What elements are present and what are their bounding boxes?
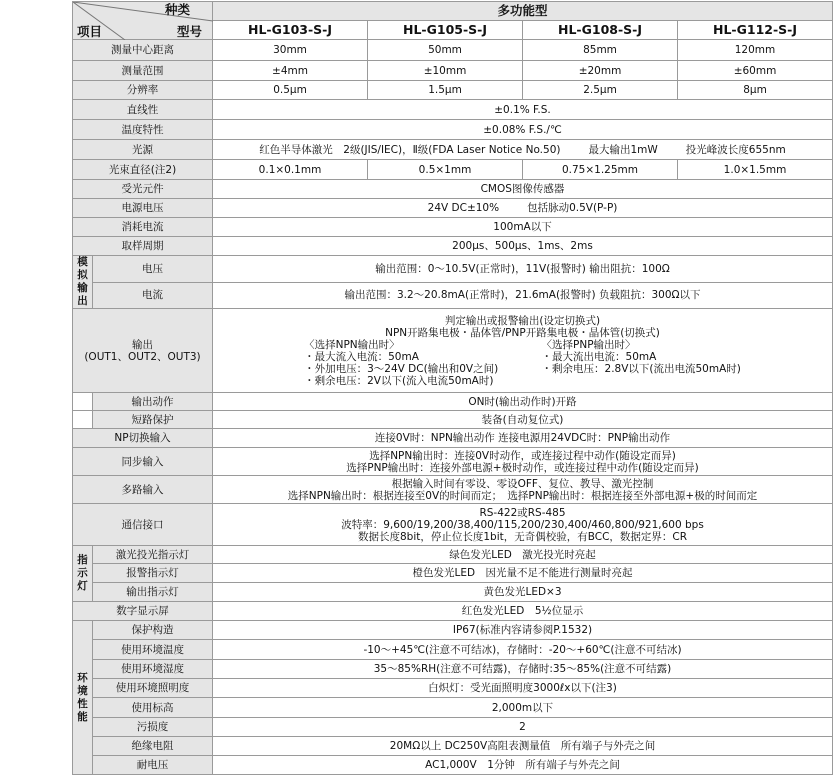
- npn-spec: ・剩余电压：2V以下(流入电流50mA时): [304, 374, 494, 387]
- light-source-power: 最大输出1mW: [588, 143, 658, 156]
- cell-value: 2.5μm: [523, 81, 678, 100]
- cell-value: 橙色发光LED 因光量不足不能进行测量时亮起: [213, 564, 833, 583]
- cell-value: 100mA以下: [213, 218, 833, 237]
- model-name: HL-G103-S-J: [213, 21, 368, 40]
- item-label: 项目: [77, 24, 103, 39]
- spec-table: [72, 1, 833, 775]
- cell-value: AC1,000V 1分钟 所有端子与外壳之间: [213, 756, 833, 775]
- row-label: 光源: [73, 140, 213, 160]
- cell-value: 红色发光LED 5½位显示: [213, 602, 833, 621]
- row-label: NP切换输入: [73, 429, 213, 448]
- group-label-environment: 环境性能: [73, 621, 93, 775]
- multi-line: 选择NPN输出时：根据连接至0V的时间而定； 选择PNP输出时：根据连接至外部电源+极的时间而定: [287, 489, 758, 502]
- light-source-wavelength: 投光峰波长度655nm: [685, 143, 786, 156]
- comm-value: [213, 504, 833, 546]
- output-label-line2: (OUT1、OUT2、OUT3): [84, 350, 201, 363]
- output-spec: [213, 309, 833, 393]
- output-label: [73, 309, 213, 393]
- supply-ripple: 包括脉动0.5V(P-P): [527, 202, 618, 214]
- cell-value: 输出范围：0～10.5V(正常时)，11V(报警时) 输出阻抗：100Ω: [213, 256, 833, 283]
- cell-value: 0.5×1mm: [368, 160, 523, 180]
- light-source-class: 红色半导体激光 2级(JIS/IEC)，Ⅱ级(FDA Laser Notice No.50): [259, 143, 561, 156]
- row-label: 输出指示灯: [93, 583, 213, 602]
- row-label: 耐电压: [93, 756, 213, 775]
- row-label: 测量范围: [73, 61, 213, 81]
- pnp-spec: ・最大流出电流：50mA: [541, 350, 657, 363]
- cell-value: 1.0×1.5mm: [678, 160, 833, 180]
- row-label: 保护构造: [93, 621, 213, 640]
- cell-value: 装备(自动复位式): [213, 411, 833, 429]
- row-label: 绝缘电阻: [93, 737, 213, 756]
- cell-value: 白炽灯：受光面照明度3000ℓx以下(注3): [213, 679, 833, 698]
- cell-value: IP67(标准内容请参阅P.1532): [213, 621, 833, 640]
- npn-spec: ・最大流入电流：50mA: [304, 350, 419, 363]
- row-label: 直线性: [73, 100, 213, 120]
- pnp-spec: ・剩余电压：2.8V以下(流出电流50mA时): [541, 362, 741, 375]
- supply-voltage-value: [213, 199, 833, 218]
- sync-line: 选择PNP输出时：连接外部电源+极时动作，或连接过程中动作(随设定而异): [346, 461, 699, 474]
- row-label: 温度特性: [73, 120, 213, 140]
- row-label: 输出动作: [93, 393, 213, 411]
- cell-value: 8μm: [678, 81, 833, 100]
- row-label: 测量中心距离: [73, 40, 213, 61]
- cell-value: 黄色发光LED×3: [213, 583, 833, 602]
- cell-value: 35～85%RH(注意不可结露)，存储时:35～85%(注意不可结露): [213, 660, 833, 679]
- cell-value: ±0.1% F.S.: [213, 100, 833, 120]
- output-label-line1: 输出: [132, 338, 153, 351]
- row-label: 消耗电流: [73, 218, 213, 237]
- cell-value: 0.5μm: [213, 81, 368, 100]
- blank-cell: [73, 393, 93, 411]
- row-label: 激光投光指示灯: [93, 546, 213, 564]
- row-label: 污损度: [93, 718, 213, 737]
- group-label-analog: 模拟输出: [73, 256, 93, 309]
- multi-line: 根据输入时间有零设、零设OFF、复位、教导、激光控制: [391, 477, 654, 490]
- comm-line: RS-422或RS-485: [479, 506, 566, 519]
- row-label: 同步输入: [73, 448, 213, 476]
- npn-output-block: [304, 339, 498, 387]
- cell-value: 200μs、500μs、1ms、2ms: [213, 237, 833, 256]
- cell-value: ON时(输出动作时)开路: [213, 393, 833, 411]
- row-label: 取样周期: [73, 237, 213, 256]
- row-label: 受光元件: [73, 180, 213, 199]
- row-label: 使用环境照明度: [93, 679, 213, 698]
- cell-value: ±60mm: [678, 61, 833, 81]
- category-label: 种类: [164, 2, 190, 17]
- output-head1: 判定输出或报警输出(设定切换式): [444, 314, 601, 327]
- row-label: 使用环境湿度: [93, 660, 213, 679]
- row-label: 通信接口: [73, 504, 213, 546]
- supply-voltage: 24V DC±10%: [427, 202, 500, 214]
- group-title: 多功能型: [213, 2, 833, 21]
- sync-value: [213, 448, 833, 476]
- output-head2: NPN开路集电极・晶体管/PNP开路集电极・晶体管(切换式): [385, 326, 660, 339]
- model-name: HL-G105-S-J: [368, 21, 523, 40]
- row-label: 电源电压: [73, 199, 213, 218]
- blank-cell: [73, 411, 93, 429]
- row-label: 使用标高: [93, 698, 213, 718]
- model-name: HL-G112-S-J: [678, 21, 833, 40]
- cell-value: 50mm: [368, 40, 523, 61]
- cell-value: 连接0V时：NPN输出动作 连接电源用24VDC时：PNP输出动作: [213, 429, 833, 448]
- comm-line: 数据长度8bit，停止位长度1bit，无奇偶校验，有BCC，数据定界：CR: [357, 530, 688, 543]
- row-label: 报警指示灯: [93, 564, 213, 583]
- cell-value: CMOS图像传感器: [213, 180, 833, 199]
- cell-value: 120mm: [678, 40, 833, 61]
- cell-value: ±10mm: [368, 61, 523, 81]
- row-label: 电压: [93, 256, 213, 283]
- sync-line: 选择NPN输出时：连接0V时动作，或连接过程中动作(随设定而异): [369, 449, 676, 462]
- model-label: 型号: [176, 24, 202, 39]
- cell-value: -10～+45℃(注意不可结冰)，存储时：-20～+60℃(注意不可结冰): [213, 640, 833, 660]
- model-name: HL-G108-S-J: [523, 21, 678, 40]
- pnp-output-block: [542, 339, 741, 375]
- header-diagonal-cell: [73, 2, 213, 40]
- comm-line: 波特率：9,600/19,200/38,400/115,200/230,400/460,800/921,600 bps: [341, 518, 704, 531]
- row-label: 光束直径(注2): [73, 160, 213, 180]
- npn-spec: ・外加电压：3～24V DC(输出和0V之间): [304, 362, 499, 375]
- cell-value: 输出范围：3.2～20.8mA(正常时)，21.6mA(报警时) 负载阻抗：300Ω以下: [213, 282, 833, 309]
- row-label: 多路输入: [73, 476, 213, 504]
- cell-value: 20MΩ以上 DC250V高阻表测量值 所有端子与外壳之间: [213, 737, 833, 756]
- npn-title: 〈选择NPN输出时〉: [304, 338, 400, 351]
- cell-value: 85mm: [523, 40, 678, 61]
- row-label: 电流: [93, 282, 213, 309]
- cell-value: 0.75×1.25mm: [523, 160, 678, 180]
- cell-value: 绿色发光LED 激光投光时亮起: [213, 546, 833, 564]
- cell-value: ±0.08% F.S./℃: [213, 120, 833, 140]
- cell-value: 30mm: [213, 40, 368, 61]
- multi-value: [213, 476, 833, 504]
- cell-value: ±20mm: [523, 61, 678, 81]
- cell-value: 1.5μm: [368, 81, 523, 100]
- cell-value: 2,000m以下: [213, 698, 833, 718]
- cell-value: 0.1×0.1mm: [213, 160, 368, 180]
- cell-value: ±4mm: [213, 61, 368, 81]
- row-label: 使用环境温度: [93, 640, 213, 660]
- cell-value: 2: [213, 718, 833, 737]
- row-label: 数字显示屏: [73, 602, 213, 621]
- group-label-indicator: 指示灯: [73, 546, 93, 602]
- row-label: 分辨率: [73, 81, 213, 100]
- light-source-value: [213, 140, 833, 160]
- row-label: 短路保护: [93, 411, 213, 429]
- pnp-title: 〈选择PNP输出时〉: [541, 338, 636, 351]
